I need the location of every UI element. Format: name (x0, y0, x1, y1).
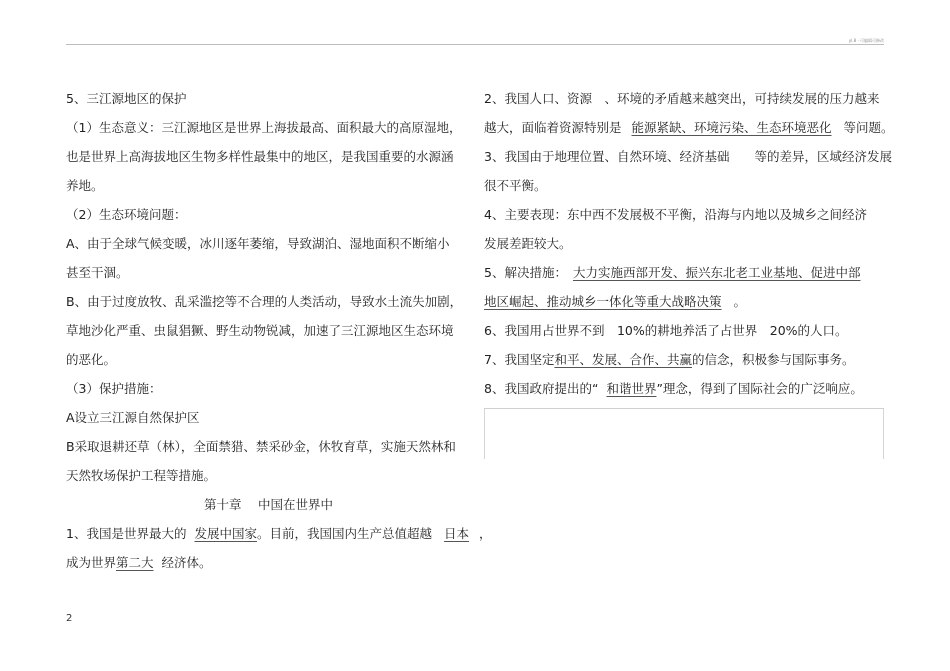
text-run: 1、我国是世界最大的 (66, 526, 187, 541)
paragraph-line (484, 287, 884, 316)
paragraph-line: 发展差距较大。 (484, 236, 572, 251)
answer-blank: 日本 (444, 526, 470, 541)
text-run: 5、解决措施： (484, 265, 567, 280)
paragraph-line: B、由于过度放牧、乱采滥挖等不合理的人类活动，导致水土流失加剧， (66, 294, 463, 309)
paragraph-line: （2）生态环境问题： (66, 207, 187, 222)
text-run: 。 (733, 294, 747, 309)
paragraph-line: A设立三江源自然保护区 (66, 410, 200, 425)
answer-blank: 大力实施西部开发、振兴东北老工业基地、促进中部 (572, 265, 861, 280)
answer-blank: 和平、发展、合作、共赢 (554, 352, 692, 367)
paragraph-line: 草地沙化严重、虫鼠猖獗、野生动物锐减，加速了三江源地区生态环境 (66, 323, 454, 338)
header-rule (66, 44, 884, 45)
paragraph-line: 也是世界上高海拔地区生物多样性最集中的地区，是我国重要的水源涵 (66, 149, 454, 164)
answer-blank: 和谐世界 (606, 381, 657, 396)
paragraph-line: 甚至干涸。 (66, 265, 129, 280)
paragraph-line: 6、我国用占世界不到 10%的耕地养活了占世界 20%的人口。 (484, 323, 848, 338)
text-run: 。目前，我国国内生产总值超越 (256, 526, 432, 541)
text-run: 等问题。 (843, 120, 894, 135)
paragraph-line (484, 258, 884, 287)
paragraph-line: 天然牧场保护工程等措施。 (66, 468, 217, 483)
paragraph-line: 的恶化。 (66, 352, 117, 367)
answer-blank: 地区崛起、推动城乡一体化等重大战略决策 (484, 294, 722, 309)
paragraph-line (484, 374, 884, 403)
answer-blank: 发展中国家 (194, 526, 257, 541)
text-run: 成为世界 (66, 555, 117, 570)
text-run: 越大，面临着资源特别是 (484, 120, 622, 135)
answer-blank: 第二大 (116, 555, 154, 570)
paragraph-line: 养地。 (66, 178, 104, 193)
right-column (484, 84, 894, 403)
paragraph-line (66, 548, 461, 577)
page-number: 2 (66, 613, 73, 624)
paragraph-line (66, 519, 492, 548)
section-heading: 5、三江源地区的保护 (66, 91, 187, 106)
paragraph-line (484, 345, 884, 374)
paragraph-line: 2、我国人口、资源 、环境的矛盾越来越突出，可持续发展的压力越来 (484, 91, 880, 106)
text-run: 经济体。 (161, 555, 212, 570)
text-run: 的信念，积极参与国际事务。 (691, 352, 855, 367)
header-note: yl.8 · 可编辑可修改 (848, 38, 884, 43)
paragraph-line: 4、主要表现：东中西不发展极不平衡，沿海与内地以及城乡之间经济 (484, 207, 867, 222)
text-run: 7、我国坚定 (484, 352, 555, 367)
paragraph-line: （1）生态意义：三江源地区是世界上海拔最高、面积最大的高原湿地， (66, 120, 462, 135)
chapter-title: 第十章 中国在世界中 (204, 497, 333, 512)
text-run: ”理念，得到了国际社会的广泛响应。 (656, 381, 863, 396)
text-run: 8、我国政府提出的“ (484, 381, 599, 396)
text-run: ， (479, 526, 492, 541)
answer-blank: 能源紧缺、环境污染、生态环境恶化 (631, 120, 832, 135)
left-column (66, 84, 492, 577)
empty-box-frame (484, 408, 884, 459)
paragraph-line: 很不平衡。 (484, 178, 547, 193)
paragraph-line (484, 113, 894, 142)
paragraph-line: B采取退耕还草（林），全面禁猎、禁采砂金，休牧育草，实施天然林和 (66, 439, 456, 454)
paragraph-line: 3、我国由于地理位置、自然环境、经济基础 等的差异，区域经济发展 (484, 149, 892, 164)
paragraph-line: A、由于全球气候变暖，冰川逐年萎缩，导致湖泊、湿地面积不断缩小 (66, 236, 450, 251)
paragraph-line: （3）保护措施： (66, 381, 162, 396)
